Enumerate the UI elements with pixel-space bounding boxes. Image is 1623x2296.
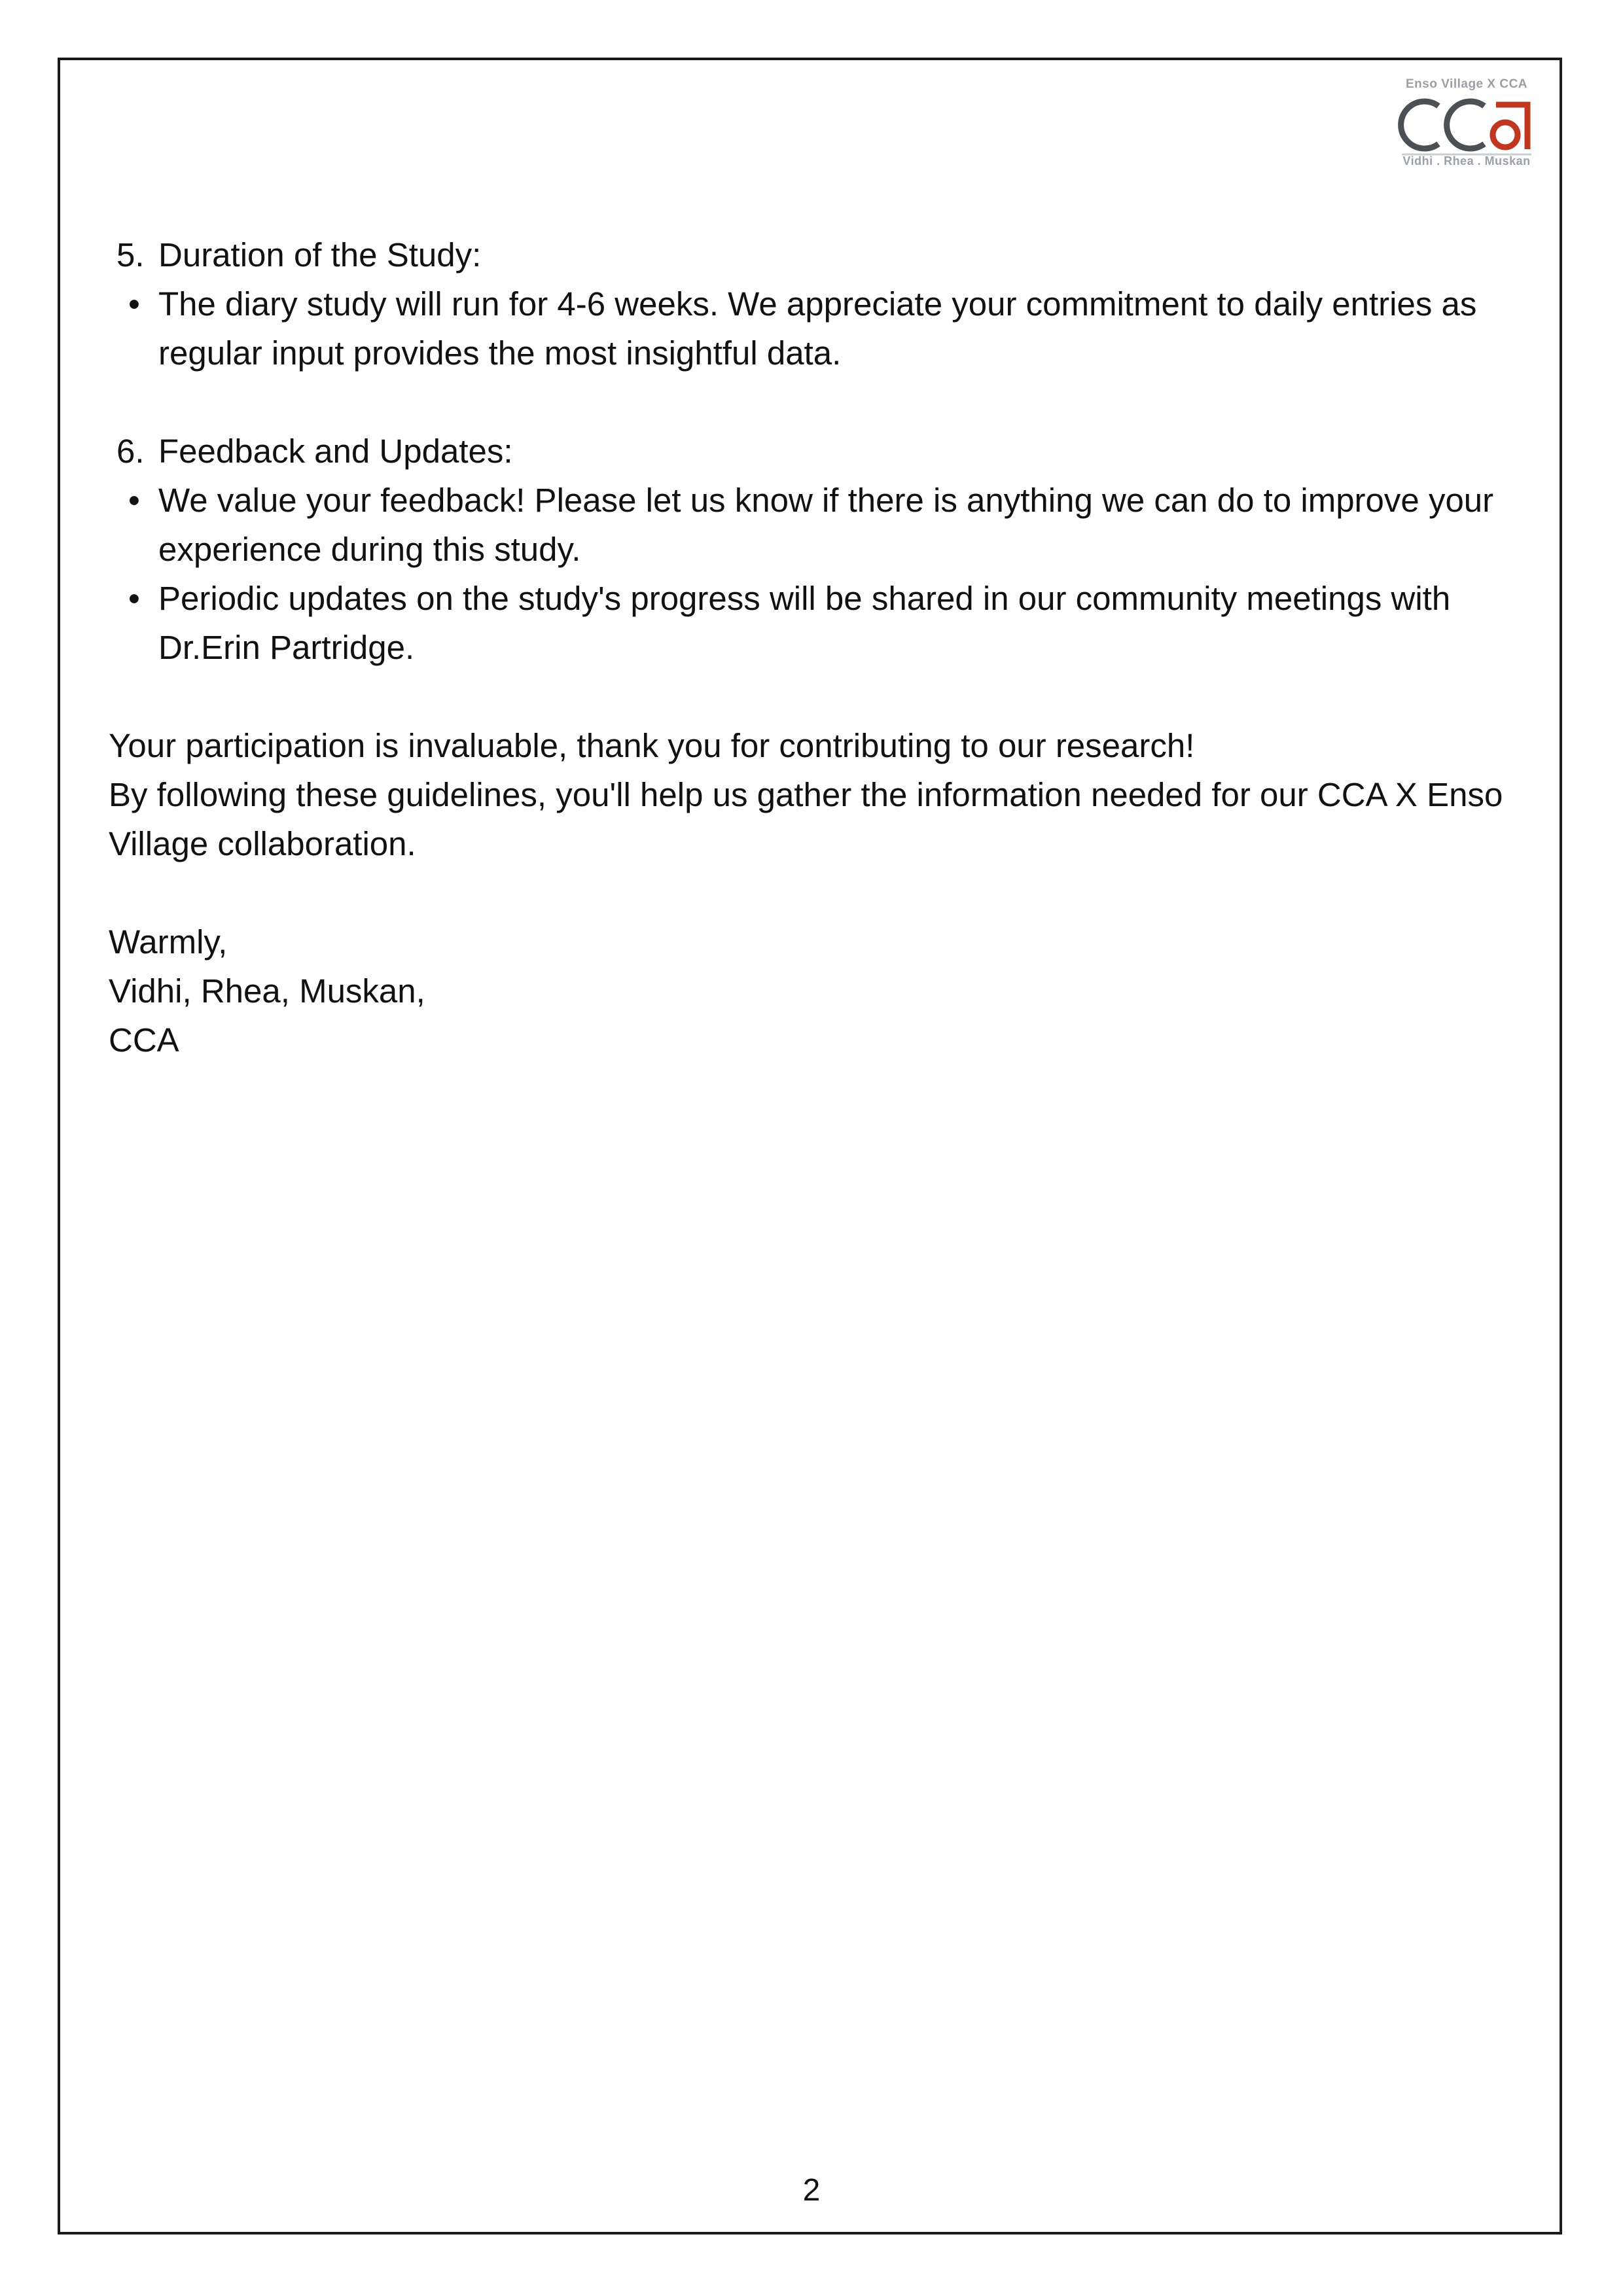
- section-title: Duration of the Study:: [158, 236, 482, 274]
- bullet-icon: •: [128, 285, 140, 323]
- section-title: Feedback and Updates:: [158, 433, 513, 470]
- spacer: [109, 868, 1516, 917]
- list-item: [109, 574, 1516, 672]
- list-item-text: The diary study will run for 4-6 weeks. We appreciate your commitment to daily entries as regular input provides the most insightful data.: [158, 285, 1477, 372]
- section-heading: [109, 427, 1516, 476]
- list-item-text: We value your feedback! Please let us know if there is anything we can do to improve your experience during this study.: [158, 482, 1494, 568]
- thanks-paragraph: Your participation is invaluable, thank you for contributing to our research!: [109, 727, 1195, 764]
- signature-org: CCA: [109, 1021, 179, 1059]
- page-number: 2: [802, 2173, 821, 2208]
- logo-top-text: Enso Village X CCA: [1405, 77, 1528, 91]
- section-number: 5.: [116, 236, 145, 274]
- spacer: [109, 672, 1516, 721]
- list-item: [109, 279, 1516, 378]
- cca-logo-mark: [1398, 92, 1535, 157]
- list-item-text: Periodic updates on the study's progress will be shared in our community meetings with Dr.Erin Partridge.: [158, 580, 1451, 666]
- section-duration: [109, 230, 1516, 378]
- section-feedback: [109, 427, 1516, 672]
- letter-body: [109, 230, 1516, 1065]
- guidelines-paragraph: By following these guidelines, you'll help us gather the information needed for our CCA X Enso Village collaboration.: [109, 776, 1503, 862]
- bullet-icon: •: [128, 482, 140, 519]
- section-heading: [109, 230, 1516, 279]
- section-number: 6.: [116, 433, 145, 470]
- signature-names: Vidhi, Rhea, Muskan,: [109, 972, 425, 1010]
- bullet-list: [109, 476, 1516, 672]
- salutation: Warmly,: [109, 923, 228, 961]
- cca-logo: [1393, 77, 1541, 174]
- logo-bottom-text: Vidhi . Rhea . Muskan: [1402, 154, 1531, 168]
- bullet-icon: •: [128, 580, 140, 617]
- spacer: [109, 378, 1516, 427]
- list-item: [109, 476, 1516, 574]
- bullet-list: [109, 279, 1516, 378]
